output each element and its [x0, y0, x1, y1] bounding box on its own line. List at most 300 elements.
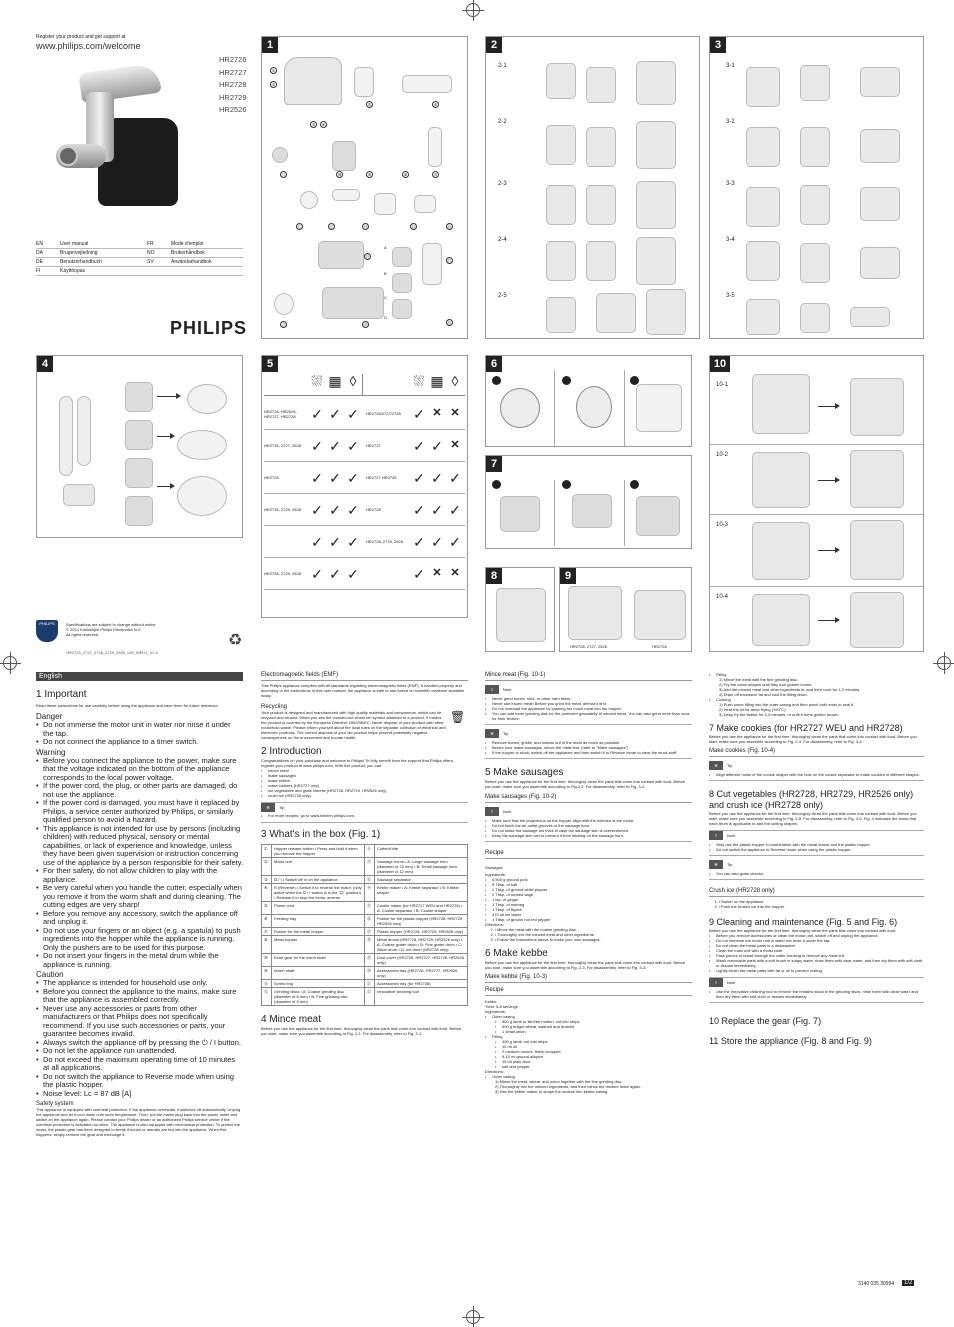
model-label: HR2728	[366, 507, 381, 512]
note-label: Note	[503, 809, 512, 814]
list-item: • 15 ml plain flour	[495, 1059, 692, 1064]
column-2	[261, 672, 468, 1036]
figure-number: 7	[486, 456, 502, 472]
list-item: • mince meat	[261, 768, 468, 773]
note-label: Note	[727, 833, 736, 838]
subheading: Recipe	[485, 987, 692, 996]
list-item: • This appliance is not intended for use by persons (including children) with reduced physical, sensory or mental capabilities, or lack of experience and knowledge, unless they have been given supervision or instruction concerning use of the appliance by a person responsible for their safety.	[36, 825, 243, 868]
list-item: • Before you remove any accessory, switch the appliance off and unplug it.	[36, 910, 243, 927]
check-icon: ✓	[413, 565, 425, 582]
check-icon: ✓	[347, 405, 359, 422]
slices-illustration	[187, 384, 227, 414]
step-label: 2-5	[498, 293, 507, 299]
model: HR2526	[219, 105, 247, 114]
assembly-illustration	[546, 63, 576, 99]
note-label: Note	[727, 980, 736, 985]
lang-code: FR	[147, 240, 171, 249]
figure-7	[485, 455, 692, 549]
cross-icon: ✕	[450, 567, 460, 579]
recycling-text: Your product is designed and manufactured with high quality materials and components, which can be recycled and reused. When you see the crossed-out wheel bin symbol attached to a product, it means the product is covered by the European Directive 2002/96/EC. Never dispose of your product with other household waste. Please inform yourself about the local rules on the separate collection of electrical and electronic products. The correct disposal of your old product helps prevent potentially negative consequences on the environment and human health.	[261, 710, 446, 740]
list-item: • Clean the main unit with a moist cloth.	[709, 948, 924, 953]
disassembly-illustration	[860, 129, 900, 163]
column-3	[485, 672, 692, 1094]
drum-illustration	[125, 496, 153, 526]
model-label: HR2726/2727/2728	[366, 411, 401, 416]
step-line: 2) Fry the onion shapes until they turn golden brown.	[719, 682, 813, 687]
cell: ㉑	[365, 980, 375, 988]
figure-9	[559, 567, 692, 652]
cell: Sausage separator	[375, 876, 468, 884]
assembly-illustration	[546, 297, 576, 333]
list-item: • Make sure that the projections on the hopper align with the notches of the motor.	[485, 818, 692, 823]
section-heading: 2 Introduction	[261, 746, 322, 757]
step-label: 3-2	[726, 119, 735, 125]
tip-icon: ✻	[709, 761, 723, 770]
use-illustration	[850, 450, 904, 508]
list-item: • 1 Tbsp. of nutmeg	[485, 902, 692, 907]
dishwasher-icon: ▦	[430, 373, 444, 389]
section-heading: 3 What's in the box (Fig. 1)	[261, 829, 381, 840]
sausage-text: Before you use the appliance for the first time, thoroughly clean the parts that come into contact with food. Before you start, make sure you assemble according to Fig.2-2. For disassembly, refer to Fig. 3-2.	[485, 779, 686, 789]
table-row	[262, 902, 468, 915]
subheading: Crush ice (HR2728 only)	[709, 888, 924, 897]
use-illustration	[752, 374, 810, 434]
cell: ⑩	[262, 967, 272, 980]
cell: Cookie maker (for HR2727 WEU and HR2728) • A: Cookie separator • B: Cookie shaper	[375, 902, 468, 915]
list-item: • Filling	[485, 1034, 692, 1039]
step-label: 10-1	[716, 382, 729, 388]
lang-code: DE	[36, 258, 60, 267]
part-number: ⑩	[337, 172, 342, 177]
legal-line: Specifications are subject to change without notice	[66, 622, 156, 627]
assembly-illustration	[586, 67, 616, 103]
disassembly-illustration	[800, 303, 830, 333]
dust-cover-illustration	[322, 287, 384, 319]
legal-line: © 2014 Koninklijke Philips Electronics N.V.	[66, 627, 142, 632]
step-line: 3) Use the kebbe maker to shape the mixture into kebbe casing.	[495, 1089, 609, 1094]
step-bullet	[630, 480, 639, 489]
subheading: Make cookies (Fig. 10-4)	[709, 748, 924, 757]
note-icon: ≡	[485, 685, 499, 694]
part-number: ⑫	[297, 224, 302, 229]
screw-ring-illustration	[272, 147, 288, 163]
list-item: • Cooking	[709, 697, 924, 702]
cell: Cutter/Knife	[375, 845, 468, 858]
model-label: HR2726, HR2526, HR2727, HR2728	[264, 408, 297, 419]
model-list	[219, 54, 247, 117]
part-number: ④	[321, 122, 326, 127]
tip-label: Tip	[727, 862, 733, 867]
part-number: ⑥	[433, 102, 438, 107]
step-line: 2) Thoroughly mix the minced ingredients, and then mince the mixture twice again.	[495, 1084, 642, 1089]
lang-code: NO	[147, 249, 171, 258]
sausage-horn-illustration	[332, 189, 360, 201]
list-item: • Never use any accessories or parts from other manufacturers or that Philips does not specifically recommend. If you use such accessories or parts, your guarantee becomes invalid.	[36, 1005, 243, 1039]
lang-name: Brugervejledning	[60, 249, 147, 258]
cell: Grinding discs • A: Coarse grinding disc (diameter of 8 mm) • B: Fine grinding disc (diameter of 5 mm)	[272, 988, 365, 1006]
table-row	[262, 936, 468, 954]
motor-unit-illustration	[284, 57, 342, 105]
safety-text: This appliance is equipped with overheat protection. If the appliance overheats, it switches off automatically. Unplug the appliance and let it cool down until room temperature. Then, put the mains plug back into the power outlet and switch on the appliance again. Please contact your Philips dealer or an authorized Philips service center if the overheat protection is activated too often. The appliance is also equipped with mechanical protection. To protect the motor, the plastic gear has been designed to break if bones or utensils are fed into the appliance. When this happens, simply remove the gear and exchange it.	[36, 1107, 241, 1137]
list-item: • Keep the sausage skin wet to prevent it from sticking on the sausage horn.	[485, 833, 692, 838]
list-item: • 1. Mince the meat with the coarse grinding disc.	[495, 927, 692, 932]
column-1	[36, 672, 243, 1137]
arrow	[818, 480, 838, 481]
part-number: ⑪	[281, 172, 286, 177]
cell: ⑫	[365, 858, 375, 876]
part-number: ⑨	[367, 172, 372, 177]
model-caption: HR2726, 2727, 2526	[570, 644, 607, 649]
check-icon: ✓	[347, 501, 359, 518]
cell: Power cord	[272, 902, 365, 915]
list-item: • crush ice (HR2728 only)	[261, 793, 468, 798]
cell: ④	[262, 884, 272, 902]
feeding-tray-illustration	[402, 75, 452, 93]
tap-icon: ⛆	[311, 373, 323, 389]
warning-list	[36, 757, 243, 970]
philips-logo: PHILIPS	[170, 318, 248, 338]
list-item: • Outer casing	[485, 1014, 692, 1019]
cell: ⑤	[262, 902, 272, 915]
step-label: 2-2	[498, 119, 507, 125]
part-number: ⑲	[365, 254, 370, 259]
lang-name: User manual	[60, 240, 147, 249]
figure-number: 8	[486, 568, 502, 584]
assembly-illustration	[636, 121, 676, 169]
list-item: • If the power cord is damaged, you must have it replaced by Philips, a service center authorized by Philips, or similarly qualified person to avoid a hazard.	[36, 799, 243, 825]
list-item: • Do not immerse the motor unit in water nor rinse it under the tap.	[36, 721, 243, 738]
disassembly-illustration	[746, 299, 780, 335]
model-label: HR2728	[264, 475, 279, 480]
cell: Sausage horns • A: Large sausage horn (diameter of 22 mm) • B: Small sausage horn (diameter of 12 mm)	[375, 858, 468, 876]
list-item: • Do not immerse the motor unit in water nor rinse it under the tap.	[709, 938, 924, 943]
disassembly-illustration	[860, 247, 900, 279]
figure-number: 6	[486, 356, 502, 372]
assembly-illustration	[586, 185, 616, 225]
welcome-url[interactable]: www.philips.com/welcome	[36, 41, 141, 51]
assembly-illustration	[546, 241, 576, 281]
list-item: • Before you connect the appliance to the power, make sure that the voltage indicated on the bottom of the appliance corresponds to the local power voltage.	[36, 757, 243, 783]
list-item: • 3. Follow the instructions above to make your own sausages.	[495, 937, 692, 942]
list-item: • Only use the plastic hopper in combination with the metal drums and the plastic hopper.	[709, 842, 924, 847]
lang-name: Mode d'emploi	[171, 240, 243, 249]
plastic-hopper-illustration	[422, 243, 442, 285]
clean-text: Before you use the appliance for the first time, thoroughly clean the parts that come into contact with food.	[709, 928, 897, 933]
table-row	[262, 884, 468, 902]
list-item: • Never use frozen meat! Before you grind the meat, defrost it first.	[485, 701, 692, 706]
list-item: • Do not connect the appliance to a timer switch.	[36, 738, 243, 747]
metal-drum-illustration	[392, 299, 412, 319]
disassembly-illustration	[800, 185, 830, 225]
tip-text: • You can also grate cheese.	[709, 871, 924, 876]
step-line: 2) Heat the oil for deep frying (190°C).	[719, 707, 787, 712]
use-illustration	[752, 522, 810, 580]
lang-name	[171, 267, 243, 276]
step-line: 3) Deep fry the kebbe for 3-4 minutes, or until it turns golden brown.	[719, 712, 839, 717]
mince-text: Before you use the appliance for the first time, thoroughly clean the parts that come into contact with food. Before you start, make sure you assemble according to Fig. 2-1. For disassembly, refer to Fig. 3-1.	[261, 1026, 462, 1036]
step-label: 3-4	[726, 237, 735, 243]
cross-icon: ✕	[450, 439, 460, 451]
note-text: • Use the innovative cleaning tool to remove the remains stuck in the grinding discs, rinse them with clear water and then dry them with soft cloth or tissues immediately.	[709, 989, 924, 999]
cell: Pusher for the plastic hopper (HR2728, HR2729, HR2526 only)	[375, 915, 468, 928]
disassembly-illustration	[800, 127, 830, 167]
legal-line: All rights reserved.	[66, 632, 100, 637]
check-icon: ✓	[311, 469, 323, 486]
cell: Pusher for the metal hopper	[272, 928, 365, 936]
grinding-disc-illustration	[300, 191, 318, 209]
figure-1	[261, 36, 468, 339]
assembly-illustration	[596, 293, 636, 333]
drum-illustration	[125, 382, 153, 412]
metal-drum-illustration	[392, 273, 412, 293]
part-number: ③	[311, 122, 316, 127]
list-item: • Never grind bones, nuts, or other hard items.	[485, 696, 692, 701]
tip-label: Tip	[279, 805, 285, 810]
grid-row	[264, 462, 465, 494]
lang-code: EN	[36, 240, 60, 249]
part-number: ⑧	[403, 172, 408, 177]
use-illustration	[752, 452, 810, 508]
section-heading: 8 Cut vegetables (HR2728, HR2729, HR2526 only) and crush ice (HR2728 only)	[709, 789, 914, 810]
cross-icon: ✕	[432, 567, 442, 579]
worm-shaft-illustration	[332, 141, 356, 171]
figure-5	[261, 355, 468, 618]
check-icon: ✓	[311, 437, 323, 454]
language-bar: English	[36, 672, 243, 681]
list-item: • Outer casing	[485, 1074, 692, 1079]
drum-illustration	[125, 420, 153, 450]
check-icon: ✓	[449, 469, 461, 486]
step-label: 2-4	[498, 237, 507, 243]
list-item: • 1 Tbsp. of ground hot red pepper	[485, 917, 692, 922]
table-row	[262, 915, 468, 928]
model-label: HR2726, 2727, 2526	[264, 443, 301, 448]
storage-illustration	[496, 588, 546, 642]
part-number: ⑭	[363, 224, 368, 229]
legal-text	[66, 622, 156, 637]
table-row	[262, 876, 468, 884]
figure-4	[36, 355, 243, 538]
cell: ⑮	[365, 902, 375, 915]
list-item: • 400 g lamb, cut into strips	[495, 1039, 692, 1044]
disassembly-illustration	[860, 67, 900, 97]
tip-label: Tip	[727, 763, 733, 768]
arrow	[157, 486, 173, 487]
part-number: ⑬	[329, 224, 334, 229]
list-item: • make sausages	[261, 773, 468, 778]
disassembly-illustration	[746, 67, 780, 107]
list-item: • Do not overload the appliance by pushing too much meat into the hopper.	[485, 706, 692, 711]
kebbe-text: Before you use the appliance for the first time, thoroughly clean the parts that come into contact with food. Before you start, make sure you assemble according to Fig. 2-3. For disassembly, refer to Fig. 3-3.	[485, 960, 686, 970]
list-item: • cut vegetables and grate cheese (HR2728, HR2729, HR2526 only)	[261, 788, 468, 793]
table-row	[262, 988, 468, 1006]
check-icon: ✓	[347, 533, 359, 550]
step-line: 3) Add the minced meat and other ingredients in, and then cook for 1-2 minutes.	[719, 687, 861, 692]
check-icon: ✓	[329, 565, 341, 582]
tip-text: • For more recipes, go to www.kitchen.philips.com.	[261, 813, 468, 818]
check-icon: ✓	[347, 469, 359, 486]
part-number: ⑱	[447, 320, 452, 325]
list-item: • Pass pieces of bread through the cutter housing to remove any meat left.	[709, 953, 924, 958]
list-item: • 4,500 g ground pork	[485, 877, 692, 882]
list-item: • 1 Tbsp. of ground white pepper	[485, 887, 692, 892]
table-row	[262, 858, 468, 876]
check-icon: ✓	[329, 533, 341, 550]
tip-text: • Align different holes of the cookie shaper with the hole on the cookie separator to make cookies of different shapes.	[709, 772, 924, 777]
list-item: • 2. Thoroughly mix the minced meat and other ingredients.	[495, 932, 692, 937]
use-illustration	[752, 594, 810, 646]
figure-10	[709, 355, 924, 652]
model-label: HR2727 HR2728	[366, 475, 397, 480]
figure-8	[485, 567, 555, 652]
assembly-illustration	[546, 185, 576, 225]
ingredients-label: Ingredients:	[485, 872, 506, 877]
check-icon: ✓	[329, 437, 341, 454]
cell: ①	[262, 845, 272, 858]
step-label: 10-3	[716, 522, 729, 528]
part-number: ⑮	[411, 224, 416, 229]
step-label: 3-3	[726, 181, 735, 187]
table-row	[262, 967, 468, 980]
table-row	[262, 928, 468, 936]
model-label: HR2727	[366, 443, 381, 448]
grid-rows	[264, 398, 465, 590]
list-item: • Before you connect the appliance to the mains, make sure that the appliance is assembled correctly.	[36, 988, 243, 1005]
check-icon: ✓	[329, 469, 341, 486]
disassembly-illustration	[800, 243, 830, 283]
gear-illustration	[500, 496, 540, 532]
cell: ⑯	[365, 915, 375, 928]
list-item: • You can add more grinding disk for the preferred granularity of minced meat. You can also grind more than once for finer texture.	[485, 711, 692, 721]
list-item: • 500 g bulgur wheat, washed and drained	[495, 1024, 692, 1029]
list-item: • 2. Push the broken ice into the hopper.	[719, 904, 924, 909]
model-label: HR2728, 2729, 2526	[264, 571, 301, 576]
subheading: Caution	[36, 970, 64, 979]
section-heading: 4 Mince meat	[261, 1014, 322, 1025]
cell: Kebbe maker • A: Kebbe separator • B: Kebbe shaper	[375, 884, 468, 902]
list-item: • 5-10 ml ground allspice	[495, 1054, 692, 1059]
check-icon: ✓	[347, 565, 359, 582]
figure-number: 5	[262, 356, 278, 372]
model: HR2729	[219, 92, 247, 102]
list-item: • 2 medium onions, finely chopped	[495, 1049, 692, 1054]
grid-row	[264, 494, 465, 526]
directions-label: Directions:	[485, 922, 504, 927]
cell: Hopper release button • Press and hold it when you remove the hopper	[272, 845, 365, 858]
cheese-illustration	[63, 484, 95, 506]
cell: ⑱	[365, 936, 375, 954]
list-item: • Do not switch the appliance to Reverse mode when using the plastic hopper.	[709, 847, 924, 852]
cell: R (Reverse) • Switch it to reverse the motor. (only active when the ⏻ / I switch is in the "⏻" position) • Release it to stop the motor reverse.	[272, 884, 365, 902]
list-item: • Do not switch the appliance to Reverse mode when using the plastic hopper.	[36, 1073, 243, 1090]
recipe-name: Kebbe	[485, 999, 497, 1004]
list-item: • salt and pepper	[495, 1064, 692, 1069]
step-label: 3-1	[726, 63, 735, 69]
lang-name: Käyttöopas	[60, 267, 147, 276]
section-heading: 1 Important	[36, 689, 87, 700]
step-label: 10-4	[716, 594, 729, 600]
philips-shield-icon: PHILIPS	[36, 620, 58, 642]
figure-number: 10	[710, 356, 730, 372]
check-icon: ✓	[329, 405, 341, 422]
figure-number: 1	[262, 37, 278, 53]
arrow	[157, 436, 173, 437]
step-bullet	[562, 376, 571, 385]
cell: ⑨	[262, 954, 272, 967]
cell: Dust cover (HR2726, HR2727, HR2728, HR2526 only)	[375, 954, 468, 967]
list-item: • If the hopper is stuck, switch off the appliance and then switch it to Reverse mode to clear the stuck stuff.	[485, 750, 692, 755]
oil-icon: ◊	[349, 373, 357, 389]
note-icon: ≡	[709, 978, 723, 987]
arrow	[157, 396, 179, 397]
intro-text: Read these instructions for use carefully before using the appliance and save them for future reference.	[36, 703, 219, 708]
figure-number: 4	[37, 356, 53, 372]
lang-code: SV	[147, 258, 171, 267]
check-icon: ✓	[431, 501, 443, 518]
section-heading: 5 Make sausages	[485, 767, 564, 778]
list-item: • make cookies (HR2727 only)	[261, 783, 468, 788]
subheading: Danger	[36, 712, 63, 721]
part-number: ㉑	[281, 322, 286, 327]
cleaning-illustration	[636, 384, 682, 432]
subheading: Mince meat (Fig. 10-1)	[485, 672, 692, 681]
register-text: Register your product and get support at	[36, 34, 126, 40]
subheading: Electromagnetic fields (EMF)	[261, 672, 468, 681]
check-icon: ✓	[449, 533, 461, 550]
check-icon: ✓	[449, 501, 461, 518]
cell: Extra gear for the worm shaft	[272, 954, 365, 967]
worm-shaft-illustration	[572, 494, 612, 528]
step-line: 1) Mince the meat with the fine grinding disc.	[719, 677, 799, 682]
tap-icon: ⛆	[413, 373, 425, 389]
caution-list	[36, 979, 243, 1098]
cell: Metal hopper	[272, 936, 365, 954]
subheading: Safety system	[36, 1101, 74, 1107]
cucumber-illustration	[77, 396, 91, 466]
list-item: • 1 tsp. of ginger	[485, 897, 692, 902]
drum-illustration	[125, 458, 153, 488]
check-icon: ✓	[413, 533, 425, 550]
gear-illustration	[636, 496, 680, 536]
disassembly-illustration	[800, 65, 830, 101]
section-heading: 6 Make kebbe	[485, 948, 548, 959]
cell: Accessories tray (HR2726, HR2727, HR2526 only)	[375, 967, 468, 980]
cell: Feeding tray	[272, 915, 365, 928]
list-item: • Lightly brush the metal parts with fat or oil to prevent rusting.	[709, 968, 924, 973]
check-icon: ✓	[311, 533, 323, 550]
disassembly-illustration	[746, 241, 780, 281]
cookie-maker-illustration	[414, 195, 436, 213]
ingredients-label: Ingredients:	[485, 1009, 506, 1014]
part-letter: B	[384, 271, 387, 276]
section-heading: 7 Make cookies (for HR2727 WEU and HR2728)	[709, 723, 903, 733]
note-icon: ≡	[709, 831, 723, 840]
model: HR2727	[219, 67, 247, 77]
cell: Metal drums (HR2728, HR2729, HR2526 only) • A: Coarse grater drum • B: Fine grater drum • C: Slicer drum • D: Ice drum (HR2728 only)	[375, 936, 468, 954]
part-number: ⑤	[367, 102, 372, 107]
yield: Yield: 5-8 servings	[485, 1004, 518, 1009]
tip-icon: ✻	[485, 729, 499, 738]
figure-2	[485, 36, 700, 339]
cell: ⑫	[262, 988, 272, 1006]
cell: ⏻ / I • Switch off or on the appliance.	[272, 876, 365, 884]
part-number: ⑯	[447, 224, 452, 229]
step-label: 2-3	[498, 181, 507, 187]
tip-badge: ✻	[261, 803, 275, 812]
lang-code: DA	[36, 249, 60, 258]
subheading: Recipe	[485, 850, 692, 859]
lang-code: FI	[36, 267, 60, 276]
